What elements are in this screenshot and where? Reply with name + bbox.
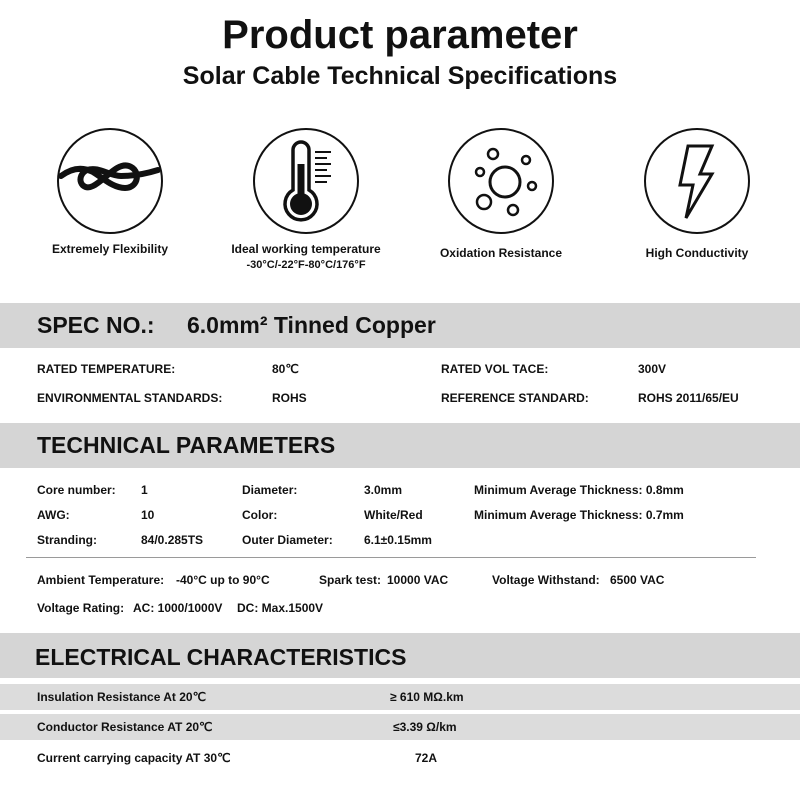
core-number-value: 1 — [141, 483, 148, 497]
rated-temperature-value: 80℃ — [272, 362, 299, 376]
feature-conductivity — [597, 128, 797, 261]
spark-test-label: Spark test: — [319, 573, 382, 587]
feature-flexibility — [10, 128, 210, 257]
diameter-value: 3.0mm — [364, 483, 403, 497]
electrical-row-value: ≤3.39 Ω/km — [393, 720, 457, 734]
feature-label: Ideal working temperature — [231, 242, 381, 256]
reference-standard-label: REFERENCE STANDARD: — [441, 391, 589, 405]
feature-oxidation — [401, 128, 601, 261]
environmental-standards-value: ROHS — [272, 391, 307, 405]
voltage-rating-label: Voltage Rating: — [37, 601, 125, 615]
spark-test-value: 10000 VAC — [387, 573, 449, 587]
section-divider — [26, 557, 756, 558]
electrical-row-value: 72A — [415, 751, 438, 765]
technical-heading: TECHNICAL PARAMETERS — [37, 432, 336, 458]
stranding-value: 84/0.285TS — [141, 533, 204, 547]
electrical-band — [0, 633, 800, 678]
page-subtitle: Solar Cable Technical Specifications — [182, 62, 618, 90]
feature-temperature — [206, 128, 406, 273]
reference-standard-value: ROHS 2011/65/EU — [638, 391, 739, 405]
awg-label: AWG: — [37, 508, 70, 522]
table-row — [0, 714, 800, 740]
technical-band — [0, 423, 800, 468]
awg-value: 10 — [141, 508, 155, 522]
stranding-label: Stranding: — [37, 533, 97, 547]
spec-value: 6.0mm² Tinned Copper — [187, 312, 436, 338]
diameter-label: Diameter: — [242, 483, 298, 497]
feature-sublabel: -30°C/-22°F-80°C/176°F — [246, 259, 366, 271]
lightning-bolt-icon — [644, 128, 750, 234]
electrical-row-label: Insulation Resistance At 20℃ — [37, 690, 207, 704]
spec-band — [0, 303, 800, 348]
infinity-cable-icon — [57, 128, 163, 234]
electrical-row-label: Current carrying capacity AT 30℃ — [37, 751, 231, 765]
page-title: Product parameter — [222, 13, 578, 57]
voltage-rating-dc: DC: Max.1500V — [237, 601, 324, 615]
color-value: White/Red — [364, 508, 423, 522]
thermometer-icon — [253, 128, 359, 234]
oxidation-dots-icon — [448, 128, 554, 234]
electrical-heading: ELECTRICAL CHARACTERISTICS — [35, 644, 407, 670]
feature-label: High Conductivity — [645, 246, 749, 260]
voltage-rating-ac: AC: 1000/1000V — [133, 601, 223, 615]
feature-label: Extremely Flexibility — [51, 242, 169, 256]
environmental-standards-label: ENVIRONMENTAL STANDARDS: — [37, 391, 223, 405]
color-label: Color: — [242, 508, 278, 522]
ambient-temperature-label: Ambient Temperature: — [37, 573, 165, 587]
table-row — [0, 745, 800, 771]
feature-label: Oxidation Resistance — [439, 246, 563, 260]
outer-diameter-value: 6.1±0.15mm — [364, 533, 432, 547]
voltage-withstand-label: Voltage Withstand: — [492, 573, 600, 587]
voltage-withstand-value: 6500 VAC — [610, 573, 665, 587]
min-thickness-2: Minimum Average Thickness: 0.7mm — [474, 508, 684, 522]
table-row — [0, 684, 800, 710]
electrical-row-value: ≥ 610 MΩ.km — [390, 690, 464, 704]
ambient-temperature-value: -40°C up to 90°C — [176, 573, 270, 587]
rated-voltage-label: RATED VOL TACE: — [441, 362, 549, 376]
electrical-row-label: Conductor Resistance AT 20℃ — [37, 720, 213, 734]
rated-voltage-value: 300V — [638, 362, 667, 376]
min-thickness-1: Minimum Average Thickness: 0.8mm — [474, 483, 684, 497]
spec-label: SPEC NO.: — [37, 312, 155, 338]
outer-diameter-label: Outer Diameter: — [242, 533, 333, 547]
rated-temperature-label: RATED TEMPERATURE: — [37, 362, 176, 376]
core-number-label: Core number: — [37, 483, 116, 497]
